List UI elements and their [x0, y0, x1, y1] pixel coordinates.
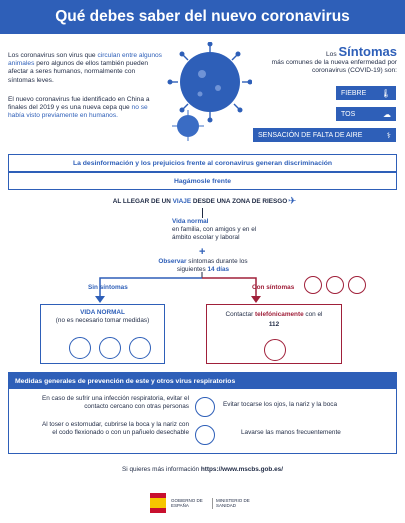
observe-days: 14 días	[207, 266, 230, 273]
footer-gov: GOBIERNO DE ESPAÑA	[171, 497, 203, 508]
observe-text: síntomas durante los siguientes	[176, 258, 248, 273]
more-info-link[interactable]: https://www.mscbs.gob.es/	[200, 466, 283, 473]
symptom-cough	[336, 107, 396, 121]
with-symptoms-label: Con síntomas	[252, 284, 295, 291]
symptoms-subtitle: más comunes de la nueva enfermedad por coronavirus (COVID-19) son:	[271, 59, 397, 75]
work-icon	[129, 337, 151, 359]
normal-life-box	[40, 304, 165, 364]
travel-text: AL LLEGAR DE UN	[112, 198, 173, 205]
more-info-label: Si quieres más información	[121, 466, 201, 473]
more-info	[40, 466, 365, 474]
measures-title: Medidas generales de prevención de este y otros virus respiratorios	[9, 373, 396, 389]
symptoms-los: Los	[326, 51, 337, 58]
footer-ministry: MINISTERIO DE SANIDAD	[212, 498, 252, 509]
discrimination-band: La desinformación y los prejuicios frente al coronavirus generan discriminación	[8, 154, 397, 172]
virus-illustration	[160, 42, 252, 142]
symptom-label: FIEBRE	[341, 89, 367, 97]
symptom-label: SENSACIÓN DE FALTA DE AIRE	[258, 131, 363, 139]
measures-section	[8, 372, 397, 454]
measure-wash-hands: Lavarse las manos frecuentemente	[241, 429, 341, 436]
fever-icon	[304, 276, 322, 294]
intro-paragraph-2	[8, 96, 163, 121]
intro-paragraph-1	[8, 52, 163, 85]
symptom-breath	[253, 128, 396, 142]
friends-icon	[99, 337, 121, 359]
normal-life-box-title: VIDA NORMAL	[80, 309, 125, 316]
elbow-icon	[195, 425, 215, 445]
symptom-label: TOS	[341, 110, 356, 118]
intro-text: El nuevo coronavirus fue identificado en China a finales del 2019 y es una nueva cepa que	[8, 96, 150, 112]
travel-text: DESDE UNA ZONA DE RIESGO	[191, 198, 288, 205]
thermometer-icon: 🌡	[380, 88, 391, 98]
lungs-icon	[348, 276, 366, 294]
family-icon	[69, 337, 91, 359]
normal-life-box-desc: (no es necesario tomar medidas)	[55, 317, 150, 324]
contact-text	[207, 311, 341, 319]
discrimination-slogan: Hagámosle frente	[8, 172, 397, 190]
symptoms-intro	[257, 44, 397, 76]
normal-life-desc: en familia, con amigos y en el ámbito escolar y laboral	[172, 226, 257, 241]
without-symptoms-label: Sin síntomas	[88, 284, 128, 291]
contact-highlight: telefónicamente	[254, 311, 304, 318]
page-title: Qué debes saber del nuevo coronavirus	[0, 0, 405, 34]
distance-icon	[195, 397, 215, 417]
symptom-fever	[336, 86, 396, 100]
flow-line	[202, 208, 203, 218]
observe-highlight: Observar	[158, 258, 187, 265]
normal-life-title: Vida normal	[172, 218, 209, 225]
cough-icon	[326, 276, 344, 294]
airplane-icon: ✈	[288, 196, 297, 207]
contact-text-c: con el	[303, 311, 323, 318]
government-logo	[150, 490, 260, 516]
contact-box	[206, 304, 342, 364]
travel-heading	[80, 198, 320, 206]
lungs-icon: ⚕	[386, 130, 391, 140]
travel-highlight: VIAJE	[172, 198, 192, 205]
intro-highlight: circulan entre algunos animales	[8, 52, 162, 68]
intro-text: pero algunos de ellos también pueden afectar a seres humanos, normalmente con síntomas leves.	[8, 60, 149, 84]
emergency-number: 112	[268, 321, 280, 328]
intro-highlight: no se había visto previamente en humanos.	[8, 104, 148, 120]
intro-text: Los coronavirus son virus que	[8, 52, 98, 59]
phone-icon	[264, 339, 286, 361]
symptoms-title: Síntomas	[338, 44, 397, 59]
plus-sign: +	[199, 246, 206, 258]
coat-of-arms-icon	[150, 493, 166, 513]
contact-text-a: Contactar	[225, 311, 255, 318]
measure-avoid-contact: En caso de sufrir una infección respiratoria, evitar el contacto cercano con otras personas	[41, 395, 189, 410]
measure-cover-cough: Al toser o estornudar, cubrirse la boca y la nariz con el codo flexionado o con un pañuelo desechable	[41, 421, 189, 436]
normal-life-block	[172, 218, 272, 242]
measure-no-touch-face: Evitar tocarse los ojos, la nariz y la boca	[223, 401, 338, 408]
cough-icon: ☁	[383, 109, 391, 119]
